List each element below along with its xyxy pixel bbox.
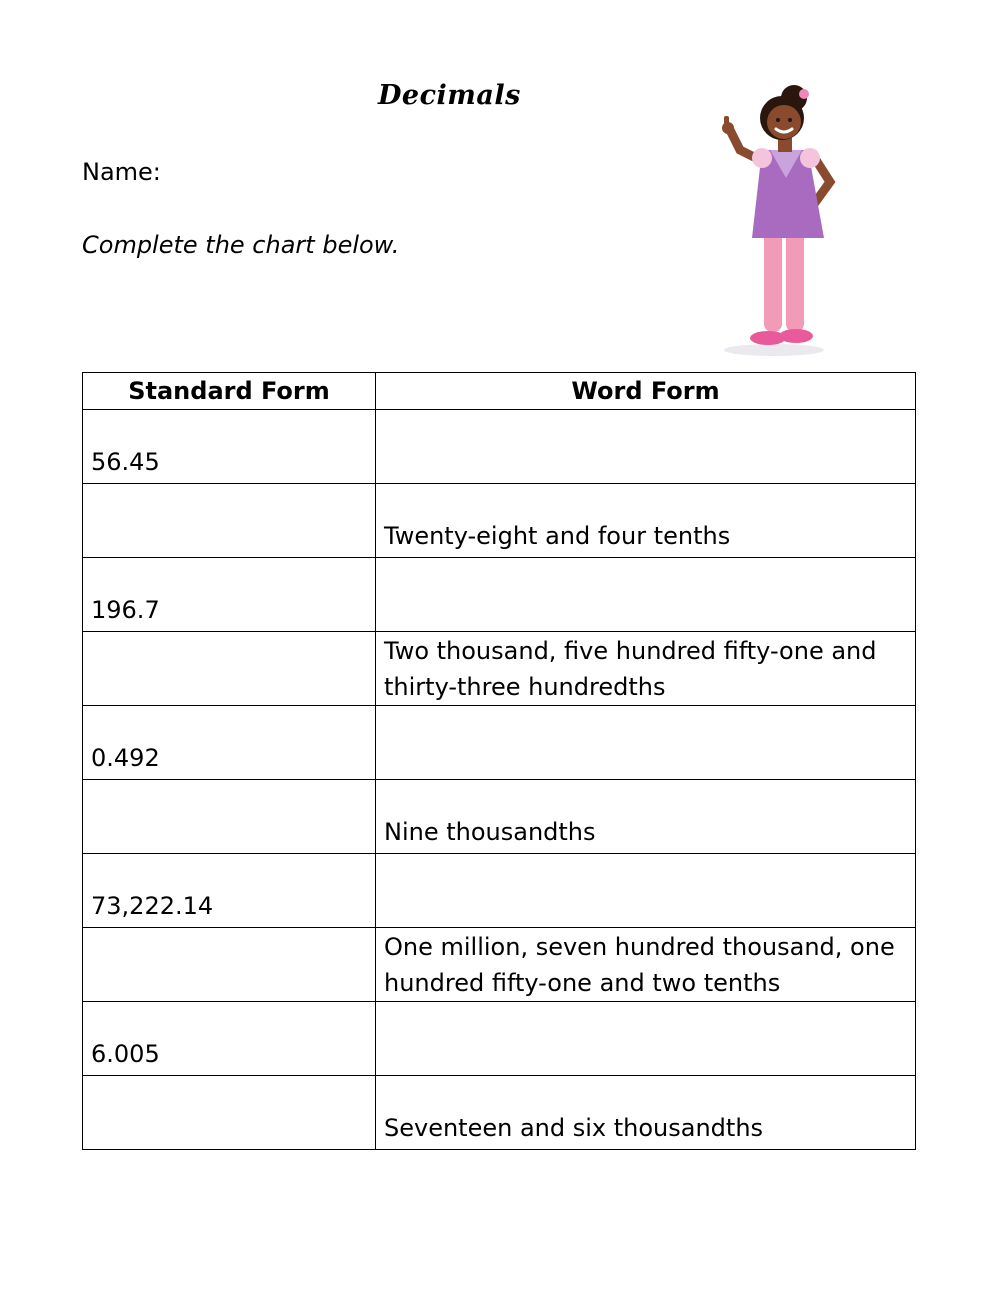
instructions: Complete the chart below. bbox=[82, 231, 400, 259]
word-form-cell[interactable]: Twenty-eight and four tenths bbox=[376, 484, 916, 558]
decimals-chart bbox=[82, 372, 916, 1150]
standard-form-header: Standard Form bbox=[83, 373, 376, 410]
table-row bbox=[83, 484, 916, 558]
table-row bbox=[83, 632, 916, 706]
standard-form-cell[interactable]: 56.45 bbox=[83, 410, 376, 484]
table-row bbox=[83, 706, 916, 780]
word-form-cell[interactable] bbox=[376, 1002, 916, 1076]
word-form-header: Word Form bbox=[376, 373, 916, 410]
standard-form-cell[interactable] bbox=[83, 928, 376, 1002]
table-row bbox=[83, 1076, 916, 1150]
standard-form-cell[interactable] bbox=[83, 780, 376, 854]
girl-pointing-illustration bbox=[712, 78, 852, 360]
word-form-cell[interactable]: Two thousand, five hundred fifty-one and thirty-three hundredths bbox=[376, 632, 916, 706]
word-form-cell[interactable]: One million, seven hundred thousand, one hundred fifty-one and two tenths bbox=[376, 928, 916, 1002]
standard-form-cell[interactable] bbox=[83, 632, 376, 706]
standard-form-cell[interactable] bbox=[83, 484, 376, 558]
table-row bbox=[83, 410, 916, 484]
table-row bbox=[83, 558, 916, 632]
word-form-cell[interactable] bbox=[376, 854, 916, 928]
standard-form-cell[interactable]: 73,222.14 bbox=[83, 854, 376, 928]
word-form-cell[interactable]: Seventeen and six thousandths bbox=[376, 1076, 916, 1150]
standard-form-cell[interactable]: 6.005 bbox=[83, 1002, 376, 1076]
table-row bbox=[83, 928, 916, 1002]
word-form-cell[interactable] bbox=[376, 706, 916, 780]
word-form-cell[interactable] bbox=[376, 410, 916, 484]
table-row bbox=[83, 1002, 916, 1076]
name-label: Name: bbox=[82, 158, 161, 186]
table-row bbox=[83, 854, 916, 928]
standard-form-cell[interactable]: 196.7 bbox=[83, 558, 376, 632]
header-row bbox=[83, 373, 916, 410]
standard-form-cell[interactable]: 0.492 bbox=[83, 706, 376, 780]
word-form-cell[interactable]: Nine thousandths bbox=[376, 780, 916, 854]
table-row bbox=[83, 780, 916, 854]
word-form-cell[interactable] bbox=[376, 558, 916, 632]
standard-form-cell[interactable] bbox=[83, 1076, 376, 1150]
worksheet-title: Decimals bbox=[378, 80, 521, 111]
